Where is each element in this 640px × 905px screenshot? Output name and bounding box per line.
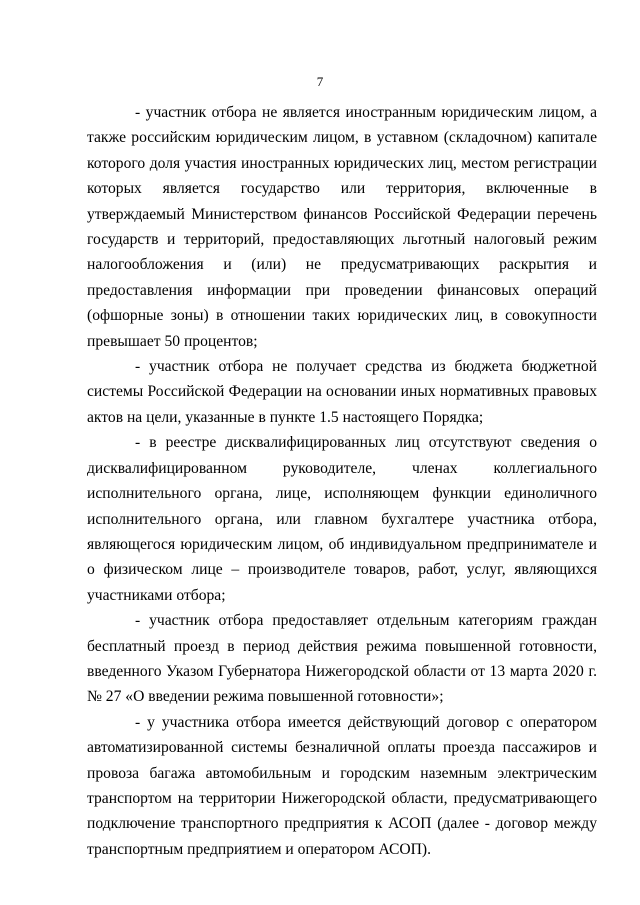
- paragraph-foreign-entity-condition: - участник отбора не является иностранным юридическим лицом, а также российским юридическим лицом, в уставном (складочном) капитале которого доля участия иностранных юридических лиц, местом регистрации которых является государство или территория, включенные в утверждаемый Министерством финансов Российской Федерации перечень государств и территорий, предоставляющих льготный налоговый режим налогообложения и (или) не предусматривающих раскрытия и предоставления информации при проведении финансовых операций (офшорные зоны) в отношении таких юридических лиц, в совокупности превышает 50 процентов;: [87, 104, 597, 350]
- paragraph-budget-funds-condition: - участник отбора не получает средства из бюджета бюджетной системы Российской Федерации на основании иных нормативных правовых актов на цели, указанные в пункте 1.5 настоящего Порядка;: [87, 358, 597, 426]
- document-body: [87, 100, 597, 862]
- paragraph-asop-contract-condition: - у участника отбора имеется действующий договор с оператором автоматизированной системы безналичной оплаты проезда пассажиров и провоза багажа автомобильным и городским наземным электрическим транспортом на территории Нижегородской области, предусматривающего подключение транспортного предприятия к АСОП (далее - договор между транспортным предприятием и оператором АСОП).: [87, 713, 597, 858]
- page-number: 7: [316, 74, 324, 89]
- paragraph-free-travel-condition: - участник отбора предоставляет отдельным категориям граждан бесплатный проезд в период действия режима повышенной готовности, введенного Указом Губернатора Нижегородской области от 13 марта 2020 г. № 27 «О введении режима повышенной готовности»;: [87, 612, 597, 706]
- paragraph-disqualified-persons-condition: - в реестре дисквалифицированных лиц отсутствуют сведения о дисквалифицированном руководителе, членах коллегиального исполнительного органа, лице, исполняющем функции единоличного исполнительного органа, или главном бухгалтере участника отбора, являющегося юридическим лицом, об индивидуальном предпринимателе и о физическом лице – производителе товаров, работ, услуг, являющихся участниками отбора;: [87, 434, 597, 604]
